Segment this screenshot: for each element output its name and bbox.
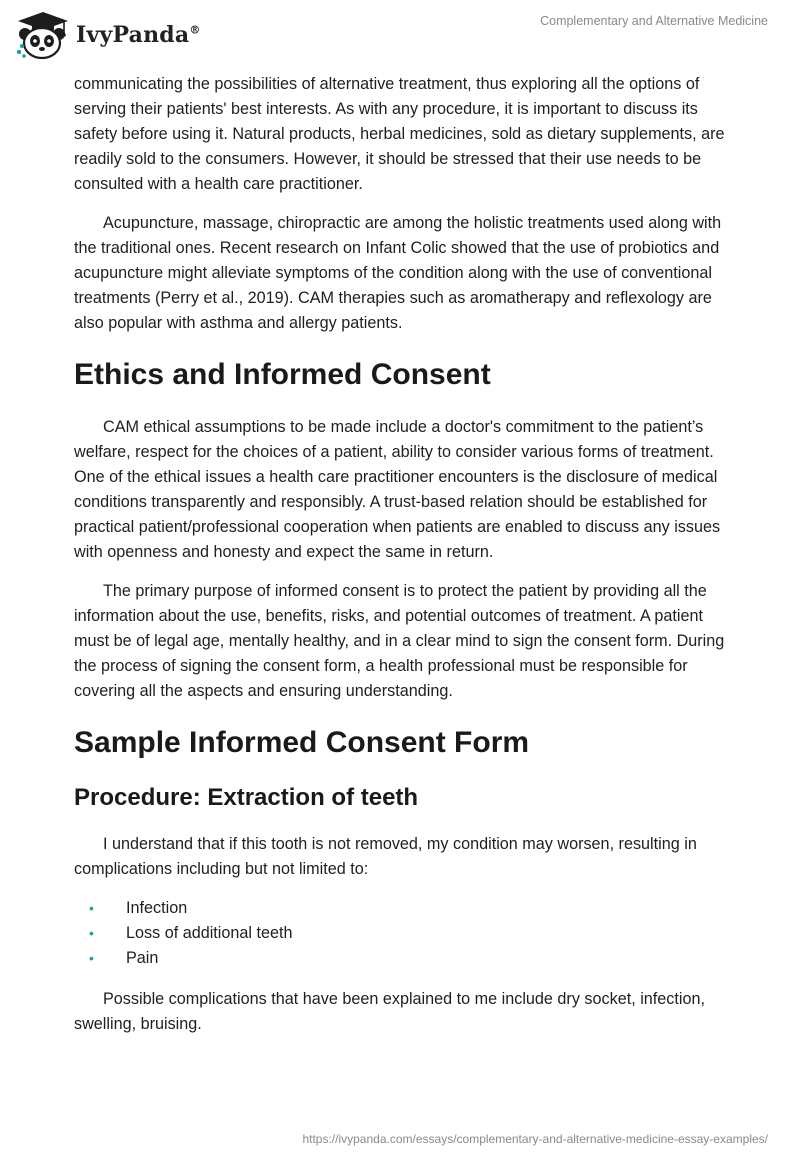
source-url[interactable]: https://ivypanda.com/essays/complementary-and-alternative-medicine-essay-examples/ xyxy=(302,1132,768,1146)
paragraph: communicating the possibilities of alternative treatment, thus exploring all the options of serving their patients' best interests. As with any procedure, it is important to discuss its safety before using it. Natural products, herbal medicines, sold as dietary supplements, are readily sold to the consumers. However, it should be stressed that their use needs to be consulted with a health care practitioner. xyxy=(74,75,725,193)
brand-name: IvyPanda® xyxy=(76,22,201,48)
section-heading-sample-form: Sample Informed Consent Form xyxy=(74,726,530,759)
paragraph: Acupuncture, massage, chiropractic are among the holistic treatments used along with the traditional ones. Recent research on Infant Colic showed that the use of probiotics and acupuncture might alleviate symptoms of the condition along with the use of conventional treatments (Perry et al., 2019). CAM therapies such as aromatherapy and reflexology are also popular with asthma and allergy patients. xyxy=(74,214,722,332)
list-item: • Pain xyxy=(74,946,726,971)
paragraph: I understand that if this tooth is not removed, my condition may worsen, resulting in complications including but not limited to: xyxy=(74,835,697,878)
list-item: • Infection xyxy=(74,896,726,921)
bullet-icon: • xyxy=(89,925,94,941)
subheading-procedure: Procedure: Extraction of teeth xyxy=(74,784,419,811)
paragraph: CAM ethical assumptions to be made include a doctor's commitment to the patient’s welfare, respect for the choices of a patient, ability to consider various forms of treatment. One of the ethical issues a health care practitioner encounters is the disclosure of medical conditions transparently and responsibly. A trust-based relation should be established for practical patient/professional cooperation when patients are enabled to discuss any issues with openness and honesty and expect the same in return. xyxy=(74,418,721,561)
panda-graduate-icon xyxy=(14,10,72,60)
essay-content xyxy=(74,72,726,1051)
bullet-icon: • xyxy=(89,950,94,966)
complications-list xyxy=(74,896,726,971)
document-title: Complementary and Alternative Medicine xyxy=(540,14,768,28)
logo[interactable] xyxy=(14,10,201,60)
list-item: • Loss of additional teeth xyxy=(74,921,726,946)
paragraph: The primary purpose of informed consent is to protect the patient by providing all the information about the use, benefits, risks, and potential outcomes of treatment. A patient must be of legal age, mentally healthy, and in a clear mind to sign the consent form. During the process of signing the consent form, a health professional must be responsible for covering all the aspects and ensuring understanding. xyxy=(74,582,725,700)
paragraph: Possible complications that have been explained to me include dry socket, infection, swelling, bruising. xyxy=(74,990,705,1033)
bullet-icon: • xyxy=(89,900,94,916)
section-heading-ethics: Ethics and Informed Consent xyxy=(74,358,491,391)
page-header xyxy=(0,0,800,70)
